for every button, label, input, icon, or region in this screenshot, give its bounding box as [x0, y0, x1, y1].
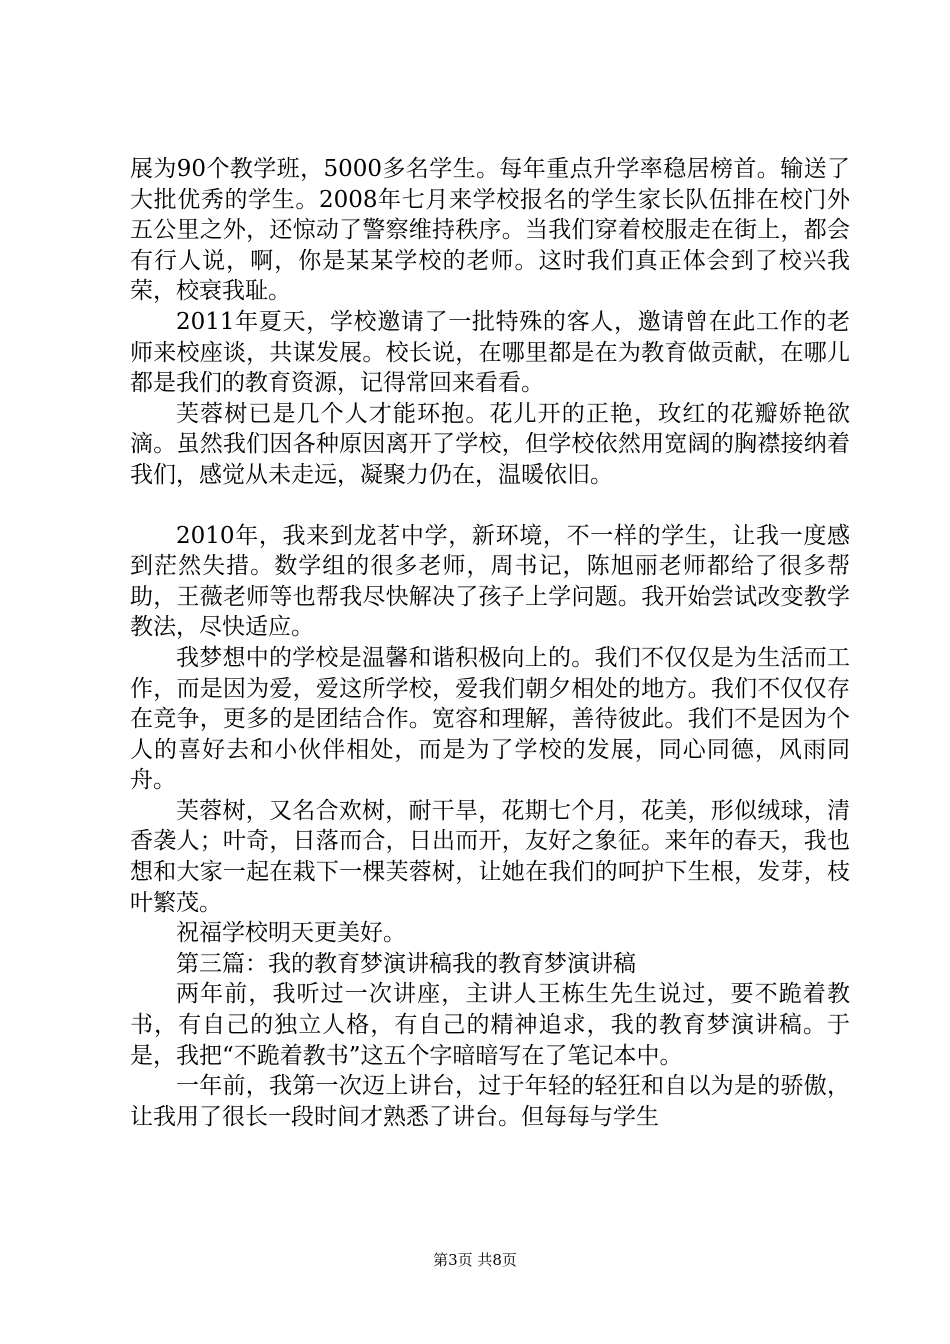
paragraph-2011-summer: 2011年夏天，学校邀请了一批特殊的客人，邀请曾在此工作的老师来校座谈，共谋发展。校长说，在哪里都是在为教育做贡献，在哪儿都是我们的教育资源，记得常回来看看。	[130, 308, 850, 397]
paragraph-blessing: 祝福学校明天更美好。	[176, 920, 406, 947]
paragraph-two-years-ago: 两年前，我听过一次讲座，主讲人王栋生先生说过，要不跪着教书，有自己的独立人格，有自己的精神追求，我的教育梦演讲稿。于是，我把“不跪着教书”这五个字暗暗写在了笔记本中。	[130, 981, 850, 1069]
paragraph-2010-longming: 2010年，我来到龙茗中学，新环境，不一样的学生，让我一度感到茫然失措。数学组的很多老师，周书记，陈旭丽老师都给了很多帮助，王薇老师等也帮我尽快解决了孩子上学问题。我开始尝试改变教学教法，尽快适应。	[130, 522, 850, 641]
document-body	[130, 154, 850, 1132]
paragraph-one-year-ago: 一年前，我第一次迈上讲台，过于年轻的轻狂和自以为是的骄傲，让我用了很长一段时间才熟悉了讲台。但每每与学生	[130, 1073, 850, 1130]
paragraph-albizia-tree: 芙蓉树，又名合欢树，耐干旱，花期七个月，花美，形似绒球，清香袭人；叶奇，日落而合，日出而开，友好之象征。来年的春天，我也想和大家一起在栽下一棵芙蓉树，让她在我们的呵护下生根，发芽，枝叶繁茂。	[130, 797, 850, 916]
section-heading-part-three: 第三篇：我的教育梦演讲稿我的教育梦演讲稿	[176, 950, 636, 977]
paragraph-spacer	[130, 491, 850, 521]
paragraph-hibiscus-tree: 芙蓉树已是几个人才能环抱。花儿开的正艳，玫红的花瓣娇艳欲滴。虽然我们因各种原因离开了学校，但学校依然用宽阔的胸襟接纳着我们，感觉从未走远，凝聚力仍在，温暖依旧。	[130, 400, 850, 488]
page-number-footer: 第3页 共8页	[433, 1251, 517, 1269]
paragraph-school-growth: 展为90个教学班，5000多名学生。每年重点升学率稳居榜首。输送了大批优秀的学生。2008年七月来学校报名的学生家长队伍排在校门外五公里之外，还惊动了警察维持秩序。当我们穿着校服走在街上，都会有行人说，啊，你是某某学校的老师。这时我们真正体会到了校兴我荣，校衰我耻。	[130, 156, 850, 305]
paragraph-dream-school: 我梦想中的学校是温馨和谐积极向上的。我们不仅仅是为生活而工作，而是因为爱，爱这所学校，爱我们朝夕相处的地方。我们不仅仅存在竞争，更多的是团结合作。宽容和理解，善待彼此。我们不是因为个人的喜好去和小伙伴相处，而是为了学校的发展，同心同德，风雨同舟。	[130, 644, 850, 794]
